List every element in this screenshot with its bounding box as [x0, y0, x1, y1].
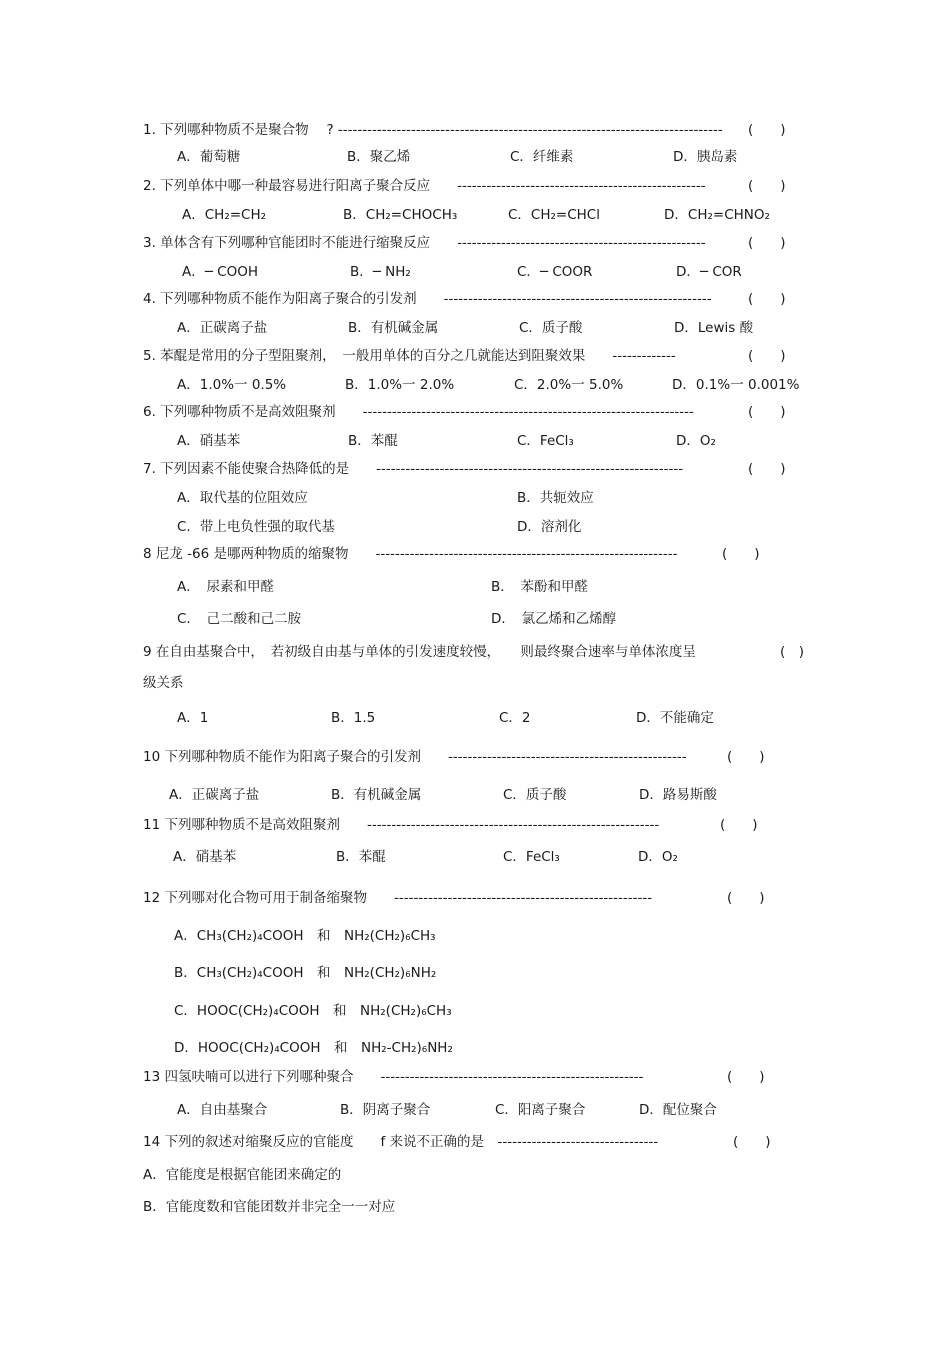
question-5-option-b: B．1.0%一 2.0%	[345, 377, 455, 393]
question-6-answer-paren: ( )	[748, 404, 786, 420]
question-14-option-a: A．官能度是根据官能团来确定的	[143, 1167, 342, 1183]
question-10-stem: 10 下列哪种物质不能作为阳离子聚合的引发剂 -------------------------------------------------	[143, 749, 687, 765]
question-6-stem: 6. 下列哪种物质不是高效阻聚剂 --------------------------------------------------------------------	[143, 404, 694, 420]
question-10-option-d: D．路易斯酸	[639, 787, 717, 803]
question-11-answer-paren: ( )	[720, 817, 758, 833]
question-6-option-c: C．FeCl₃	[517, 433, 574, 449]
question-1-option-b: B．聚乙烯	[347, 149, 411, 165]
question-1-stem: 1. 下列哪种物质不是聚合物 ? -------------------------------------------------------------------------------	[143, 122, 723, 138]
question-5-option-d: D．0.1%一 0.001%	[672, 377, 800, 393]
question-2-option-a: A．CH₂=CH₂	[182, 207, 267, 223]
question-3-option-a: A．─ COOH	[182, 264, 258, 280]
question-13-stem: 13 四氢呋喃可以进行下列哪种聚合 ------------------------------------------------------	[143, 1069, 644, 1085]
question-9-stem-continuation: 级关系	[143, 675, 184, 691]
question-10-option-a: A．正碳离子盐	[169, 787, 260, 803]
question-12-stem: 12 下列哪对化合物可用于制备缩聚物 -----------------------------------------------------	[143, 890, 653, 906]
question-11-option-c: C．FeCl₃	[503, 849, 560, 865]
question-13-option-c: C．阳离子聚合	[495, 1102, 586, 1118]
question-14-answer-paren: ( )	[733, 1134, 771, 1150]
question-9-option-c: C．2	[499, 710, 531, 726]
question-4-option-a: A．正碳离子盐	[177, 320, 268, 336]
question-13-option-a: A．自由基聚合	[177, 1102, 268, 1118]
question-5-answer-paren: ( )	[748, 348, 786, 364]
question-4-answer-paren: ( )	[748, 291, 786, 307]
question-4-option-c: C．质子酸	[519, 320, 583, 336]
question-9-stem: 9 在自由基聚合中， 若初级自由基与单体的引发速度较慢， 则最终聚合速率与单体浓度呈	[143, 644, 696, 660]
question-7-option-b: B．共轭效应	[517, 490, 594, 506]
question-11-stem: 11 下列哪种物质不是高效阻聚剂 ------------------------------------------------------------	[143, 817, 660, 833]
question-3-answer-paren: ( )	[748, 235, 786, 251]
question-12-option-d: D．HOOC(CH₂)₄COOH 和 NH₂-CH₂)₆NH₂	[174, 1040, 453, 1056]
question-3-stem: 3. 单体含有下列哪种官能团时不能进行缩聚反应 ---------------------------------------------------	[143, 235, 706, 251]
question-2-answer-paren: ( )	[748, 178, 786, 194]
question-3-option-c: C．─ COOR	[517, 264, 593, 280]
question-6-option-b: B．苯醌	[348, 433, 398, 449]
question-8-option-b: B． 苯酚和甲醛	[491, 579, 589, 595]
question-12-answer-paren: ( )	[727, 890, 765, 906]
question-13-answer-paren: ( )	[727, 1069, 765, 1085]
question-5-option-c: C．2.0%一 5.0%	[514, 377, 624, 393]
question-9-option-a: A．1	[177, 710, 209, 726]
question-12-option-b: B．CH₃(CH₂)₄COOH 和 NH₂(CH₂)₆NH₂	[174, 965, 437, 981]
question-4-stem: 4. 下列哪种物质不能作为阳离子聚合的引发剂 -------------------------------------------------------	[143, 291, 712, 307]
question-7-answer-paren: ( )	[748, 461, 786, 477]
question-10-option-b: B．有机碱金属	[331, 787, 422, 803]
question-8-option-c: C． 己二酸和己二胺	[177, 611, 302, 627]
question-11-option-a: A．硝基苯	[173, 849, 237, 865]
question-8-answer-paren: ( )	[722, 546, 760, 562]
question-3-option-d: D．─ COR	[676, 264, 742, 280]
question-5-stem: 5. 苯醌是常用的分子型阻聚剂， 一般用单体的百分之几就能达到阻聚效果 -------------	[143, 348, 676, 364]
question-7-option-a: A．取代基的位阻效应	[177, 490, 308, 506]
question-12-option-a: A．CH₃(CH₂)₄COOH 和 NH₂(CH₂)₆CH₃	[174, 928, 436, 944]
question-2-stem: 2. 下列单体中哪一种最容易进行阳离子聚合反应 ---------------------------------------------------	[143, 178, 706, 194]
question-14-option-b: B．官能度数和官能团数并非完全一一对应	[143, 1199, 396, 1215]
question-14-stem: 14 下列的叙述对缩聚反应的官能度 f 来说不正确的是 ---------------------------------	[143, 1134, 659, 1150]
question-11-option-b: B．苯醌	[336, 849, 386, 865]
question-6-option-d: D．O₂	[676, 433, 716, 449]
question-13-option-b: B．阴离子聚合	[340, 1102, 431, 1118]
question-1-answer-paren: ( )	[748, 122, 786, 138]
question-10-option-c: C．质子酸	[503, 787, 567, 803]
question-4-option-b: B．有机碱金属	[348, 320, 439, 336]
question-4-option-d: D．Lewis 酸	[674, 320, 754, 336]
question-1-option-c: C．纤维素	[510, 149, 574, 165]
question-3-option-b: B．─ NH₂	[350, 264, 411, 280]
question-13-option-d: D．配位聚合	[639, 1102, 717, 1118]
question-1-option-a: A．葡萄糖	[177, 149, 241, 165]
question-2-option-c: C．CH₂=CHCl	[508, 207, 600, 223]
question-7-stem: 7. 下列因素不能使聚合热降低的是 ---------------------------------------------------------------	[143, 461, 684, 477]
question-2-option-b: B．CH₂=CHOCH₃	[343, 207, 458, 223]
question-5-option-a: A．1.0%一 0.5%	[177, 377, 287, 393]
question-9-option-d: D．不能确定	[636, 710, 714, 726]
question-8-option-d: D． 氯乙烯和乙烯醇	[491, 611, 617, 627]
question-1-option-d: D．胰岛素	[673, 149, 738, 165]
question-6-option-a: A．硝基苯	[177, 433, 241, 449]
question-2-option-d: D．CH₂=CHNO₂	[664, 207, 770, 223]
question-10-answer-paren: ( )	[727, 749, 765, 765]
question-8-stem: 8 尼龙 -66 是哪两种物质的缩聚物 --------------------------------------------------------------	[143, 546, 678, 562]
question-11-option-d: D．O₂	[638, 849, 678, 865]
question-12-option-c: C．HOOC(CH₂)₄COOH 和 NH₂(CH₂)₆CH₃	[174, 1003, 452, 1019]
question-7-option-c: C．带上电负性强的取代基	[177, 519, 335, 535]
question-7-option-d: D．溶剂化	[517, 519, 582, 535]
question-9-option-b: B．1.5	[331, 710, 376, 726]
question-8-option-a: A． 尿素和甲醛	[177, 579, 274, 595]
question-9-answer-paren: ( )	[780, 644, 805, 660]
